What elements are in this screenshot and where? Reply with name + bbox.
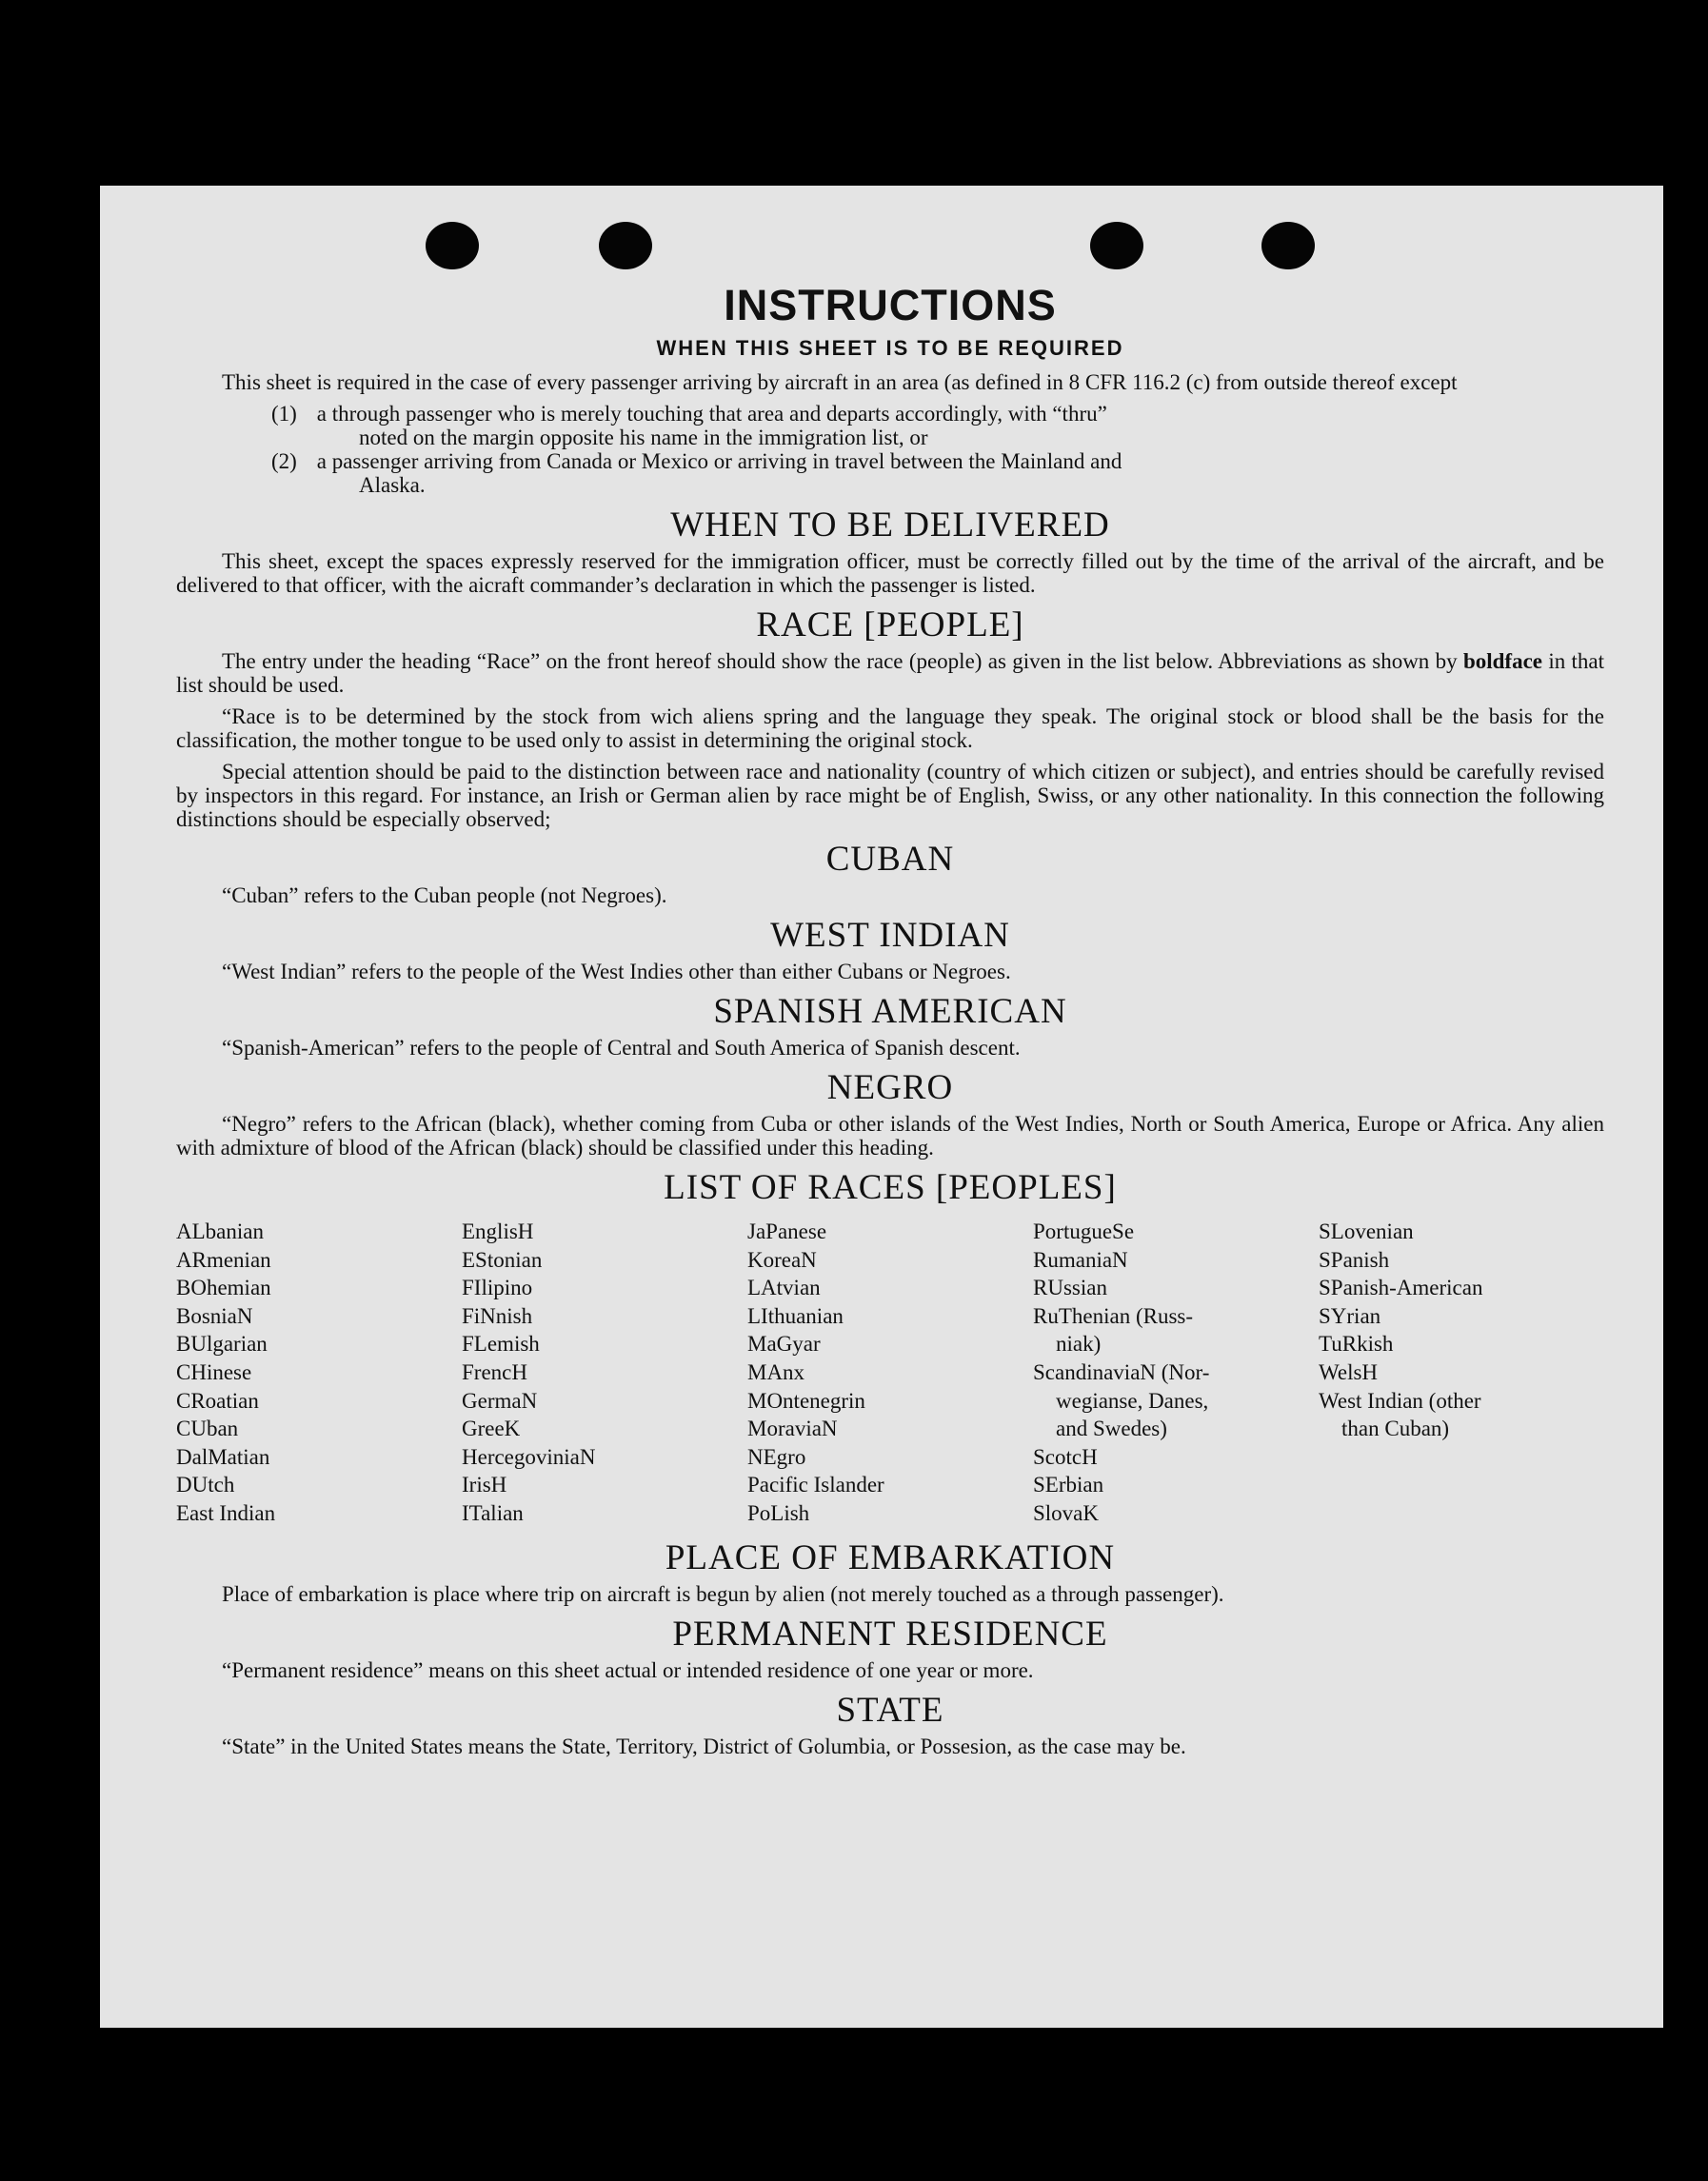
- negro-text: “Negro” refers to the African (black), whether coming from Cuba or other islands of the West Indies, North or South America, Europe or Africa. Any alien with admixture of blood of the African (black) should be classified under this heading.: [176, 1112, 1604, 1160]
- race-entry: SYrian: [1319, 1303, 1381, 1328]
- residence-text: “Permanent residence” means on this sheet actual or intended residence of one year or more.: [222, 1657, 1034, 1682]
- delivered-text: This sheet, except the spaces expressly reserved for the immigration officer, must be correctly filled out by the time of the arrival of the aircraft, and be delivered to that officer, with the aicraft commander’s declaration in which the passenger is listed.: [176, 549, 1604, 597]
- section-heading-embarkation: PLACE OF EMBARKATION: [665, 1537, 1116, 1577]
- race-entry: BUlgarian: [176, 1332, 268, 1357]
- punch-hole: [1090, 222, 1143, 269]
- exception-item: [271, 449, 1604, 497]
- section-heading-cuban: CUBAN: [825, 840, 955, 879]
- required-intro: This sheet is required in the case of every passenger arriving by aircraft in an area (as defined in 8 CFR 116.2 (c) from outside thereof except: [222, 370, 1458, 394]
- race-entry: RumaniaN: [1033, 1247, 1128, 1272]
- race-paragraph-1: [176, 649, 1604, 697]
- race-entry: RUssian: [1033, 1276, 1107, 1300]
- section-heading-delivered: WHEN TO BE DELIVERED: [670, 506, 1110, 545]
- race-entry: WelsH: [1319, 1359, 1379, 1384]
- cuban-text: “Cuban” refers to the Cuban people (not Negroes).: [222, 883, 667, 907]
- spanish-american-text: “Spanish-American” refers to the people of Central and South America of Spanish descent.: [222, 1036, 1021, 1060]
- race-list: [176, 1218, 1604, 1528]
- punch-hole: [1261, 222, 1315, 269]
- exception-text: a through passenger who is merely touching that area and departs accordingly, with “thru”: [316, 402, 1107, 426]
- document-sheet: [100, 186, 1663, 2028]
- race-entry: RuThenian (Russ-: [1033, 1303, 1194, 1328]
- race-entry: SLovenian: [1319, 1219, 1414, 1243]
- race-p1-text-a: The entry under the heading “Race” on the front hereof should show the race (people) as given in the list below. Abbreviations as shown by: [222, 649, 1458, 673]
- race-entry: KoreaN: [747, 1247, 817, 1272]
- exception-text-cont: noted on the margin opposite his name in the immigration list, or: [359, 426, 928, 449]
- race-entry: CRoatian: [176, 1388, 259, 1413]
- race-p1-bold: boldface: [1462, 649, 1542, 673]
- section-heading-residence: PERMANENT RESIDENCE: [672, 1614, 1108, 1654]
- race-entry: EStonian: [462, 1247, 543, 1272]
- exception-text-cont: Alaska.: [359, 473, 426, 497]
- exception-number: (2): [271, 449, 297, 473]
- race-column: [462, 1218, 747, 1528]
- race-paragraph-2: “Race is to be determined by the stock from wich aliens spring and the language they speak. The original stock or blood shall be the basis for the classification, the mother tongue to be used only to assist in determining the original stock.: [176, 704, 1604, 752]
- race-entry: NEgro: [747, 1444, 806, 1469]
- race-entry: IrisH: [462, 1473, 507, 1497]
- race-entry: SPanish: [1319, 1247, 1390, 1272]
- race-entry: than Cuban): [1341, 1417, 1450, 1441]
- race-entry: BosniaN: [176, 1303, 253, 1328]
- race-entry: SErbian: [1033, 1473, 1104, 1497]
- race-entry: SPanish-American: [1319, 1276, 1483, 1300]
- race-entry: PortugueSe: [1033, 1219, 1135, 1243]
- race-entry: ScandinaviaN (Nor-: [1033, 1359, 1210, 1384]
- race-entry: CHinese: [176, 1359, 252, 1384]
- race-entry: CUban: [176, 1417, 239, 1441]
- race-entry: MOntenegrin: [747, 1388, 865, 1413]
- state-text: “State” in the United States means the State, Territory, District of Golumbia, or Possesion, as the case may be.: [222, 1734, 1186, 1758]
- race-entry: Pacific Islander: [747, 1473, 884, 1497]
- section-heading-west-indian: WEST INDIAN: [770, 916, 1010, 955]
- race-entry: FLemish: [462, 1332, 540, 1357]
- race-column: [176, 1218, 462, 1528]
- race-entry: SlovaK: [1033, 1500, 1099, 1525]
- race-entry: MAnx: [747, 1359, 805, 1384]
- race-entry: ScotcH: [1033, 1444, 1098, 1469]
- section-heading-negro: NEGRO: [826, 1068, 954, 1107]
- race-entry: MaGyar: [747, 1332, 821, 1357]
- page-title: INSTRUCTIONS: [724, 281, 1057, 329]
- exception-item: [271, 402, 1604, 449]
- race-entry: West Indian (other: [1319, 1388, 1481, 1413]
- race-column: [1033, 1218, 1319, 1528]
- exception-text: a passenger arriving from Canada or Mexico or arriving in travel between the Mainland and: [316, 449, 1122, 473]
- west-indian-text: “West Indian” refers to the people of the West Indies other than either Cubans or Negroes.: [222, 960, 1011, 983]
- section-heading-list-of-races: LIST OF RACES [PEOPLES]: [664, 1168, 1117, 1207]
- race-entry: BOhemian: [176, 1276, 271, 1300]
- race-entry: FrencH: [462, 1359, 527, 1384]
- race-entry: ARmenian: [176, 1247, 271, 1272]
- race-column: [1319, 1218, 1604, 1528]
- race-entry: wegianse, Danes,: [1056, 1388, 1209, 1413]
- race-entry: DUtch: [176, 1473, 235, 1497]
- race-entry: MoraviaN: [747, 1417, 838, 1441]
- section-heading-state: STATE: [836, 1690, 944, 1730]
- race-entry: DalMatian: [176, 1444, 270, 1469]
- punch-hole: [599, 222, 652, 269]
- race-entry: niak): [1056, 1332, 1102, 1357]
- race-entry: GermaN: [462, 1388, 538, 1413]
- exception-number: (1): [271, 402, 297, 426]
- race-entry: LAtvian: [747, 1276, 821, 1300]
- race-entry: FiNnish: [462, 1303, 533, 1328]
- race-entry: and Swedes): [1056, 1417, 1167, 1441]
- instructions-content: [176, 281, 1604, 1766]
- race-column: [747, 1218, 1033, 1528]
- race-entry: JaPanese: [747, 1219, 827, 1243]
- race-entry: TuRkish: [1319, 1332, 1394, 1357]
- race-entry: LIthuanian: [747, 1303, 844, 1328]
- race-p1-text-b: in that list should be used.: [176, 649, 1605, 697]
- race-entry: HercegoviniaN: [462, 1444, 596, 1469]
- race-entry: East Indian: [176, 1500, 276, 1525]
- race-entry: EnglisH: [462, 1219, 534, 1243]
- punch-hole: [426, 222, 479, 269]
- section-heading-race: RACE [PEOPLE]: [756, 605, 1024, 644]
- page-subtitle: WHEN THIS SHEET IS TO BE REQUIRED: [656, 336, 1124, 360]
- section-heading-spanish-american: SPANISH AMERICAN: [713, 992, 1067, 1031]
- race-paragraph-3: Special attention should be paid to the distinction between race and nationality (country of which citizen or subject), and entries should be carefully revised by inspectors in this regard. For instance, an Irish or German alien by race might be of English, Swiss, or any other nationality. In this connection the following distinctions should be especially observed;: [176, 760, 1604, 831]
- race-entry: ITalian: [462, 1500, 524, 1525]
- embarkation-text: Place of embarkation is place where trip on aircraft is begun by alien (not merely touched as a through passenger).: [222, 1581, 1224, 1606]
- race-entry: GreeK: [462, 1417, 521, 1441]
- race-entry: FIlipino: [462, 1276, 533, 1300]
- race-entry: ALbanian: [176, 1219, 264, 1243]
- race-entry: PoLish: [747, 1500, 810, 1525]
